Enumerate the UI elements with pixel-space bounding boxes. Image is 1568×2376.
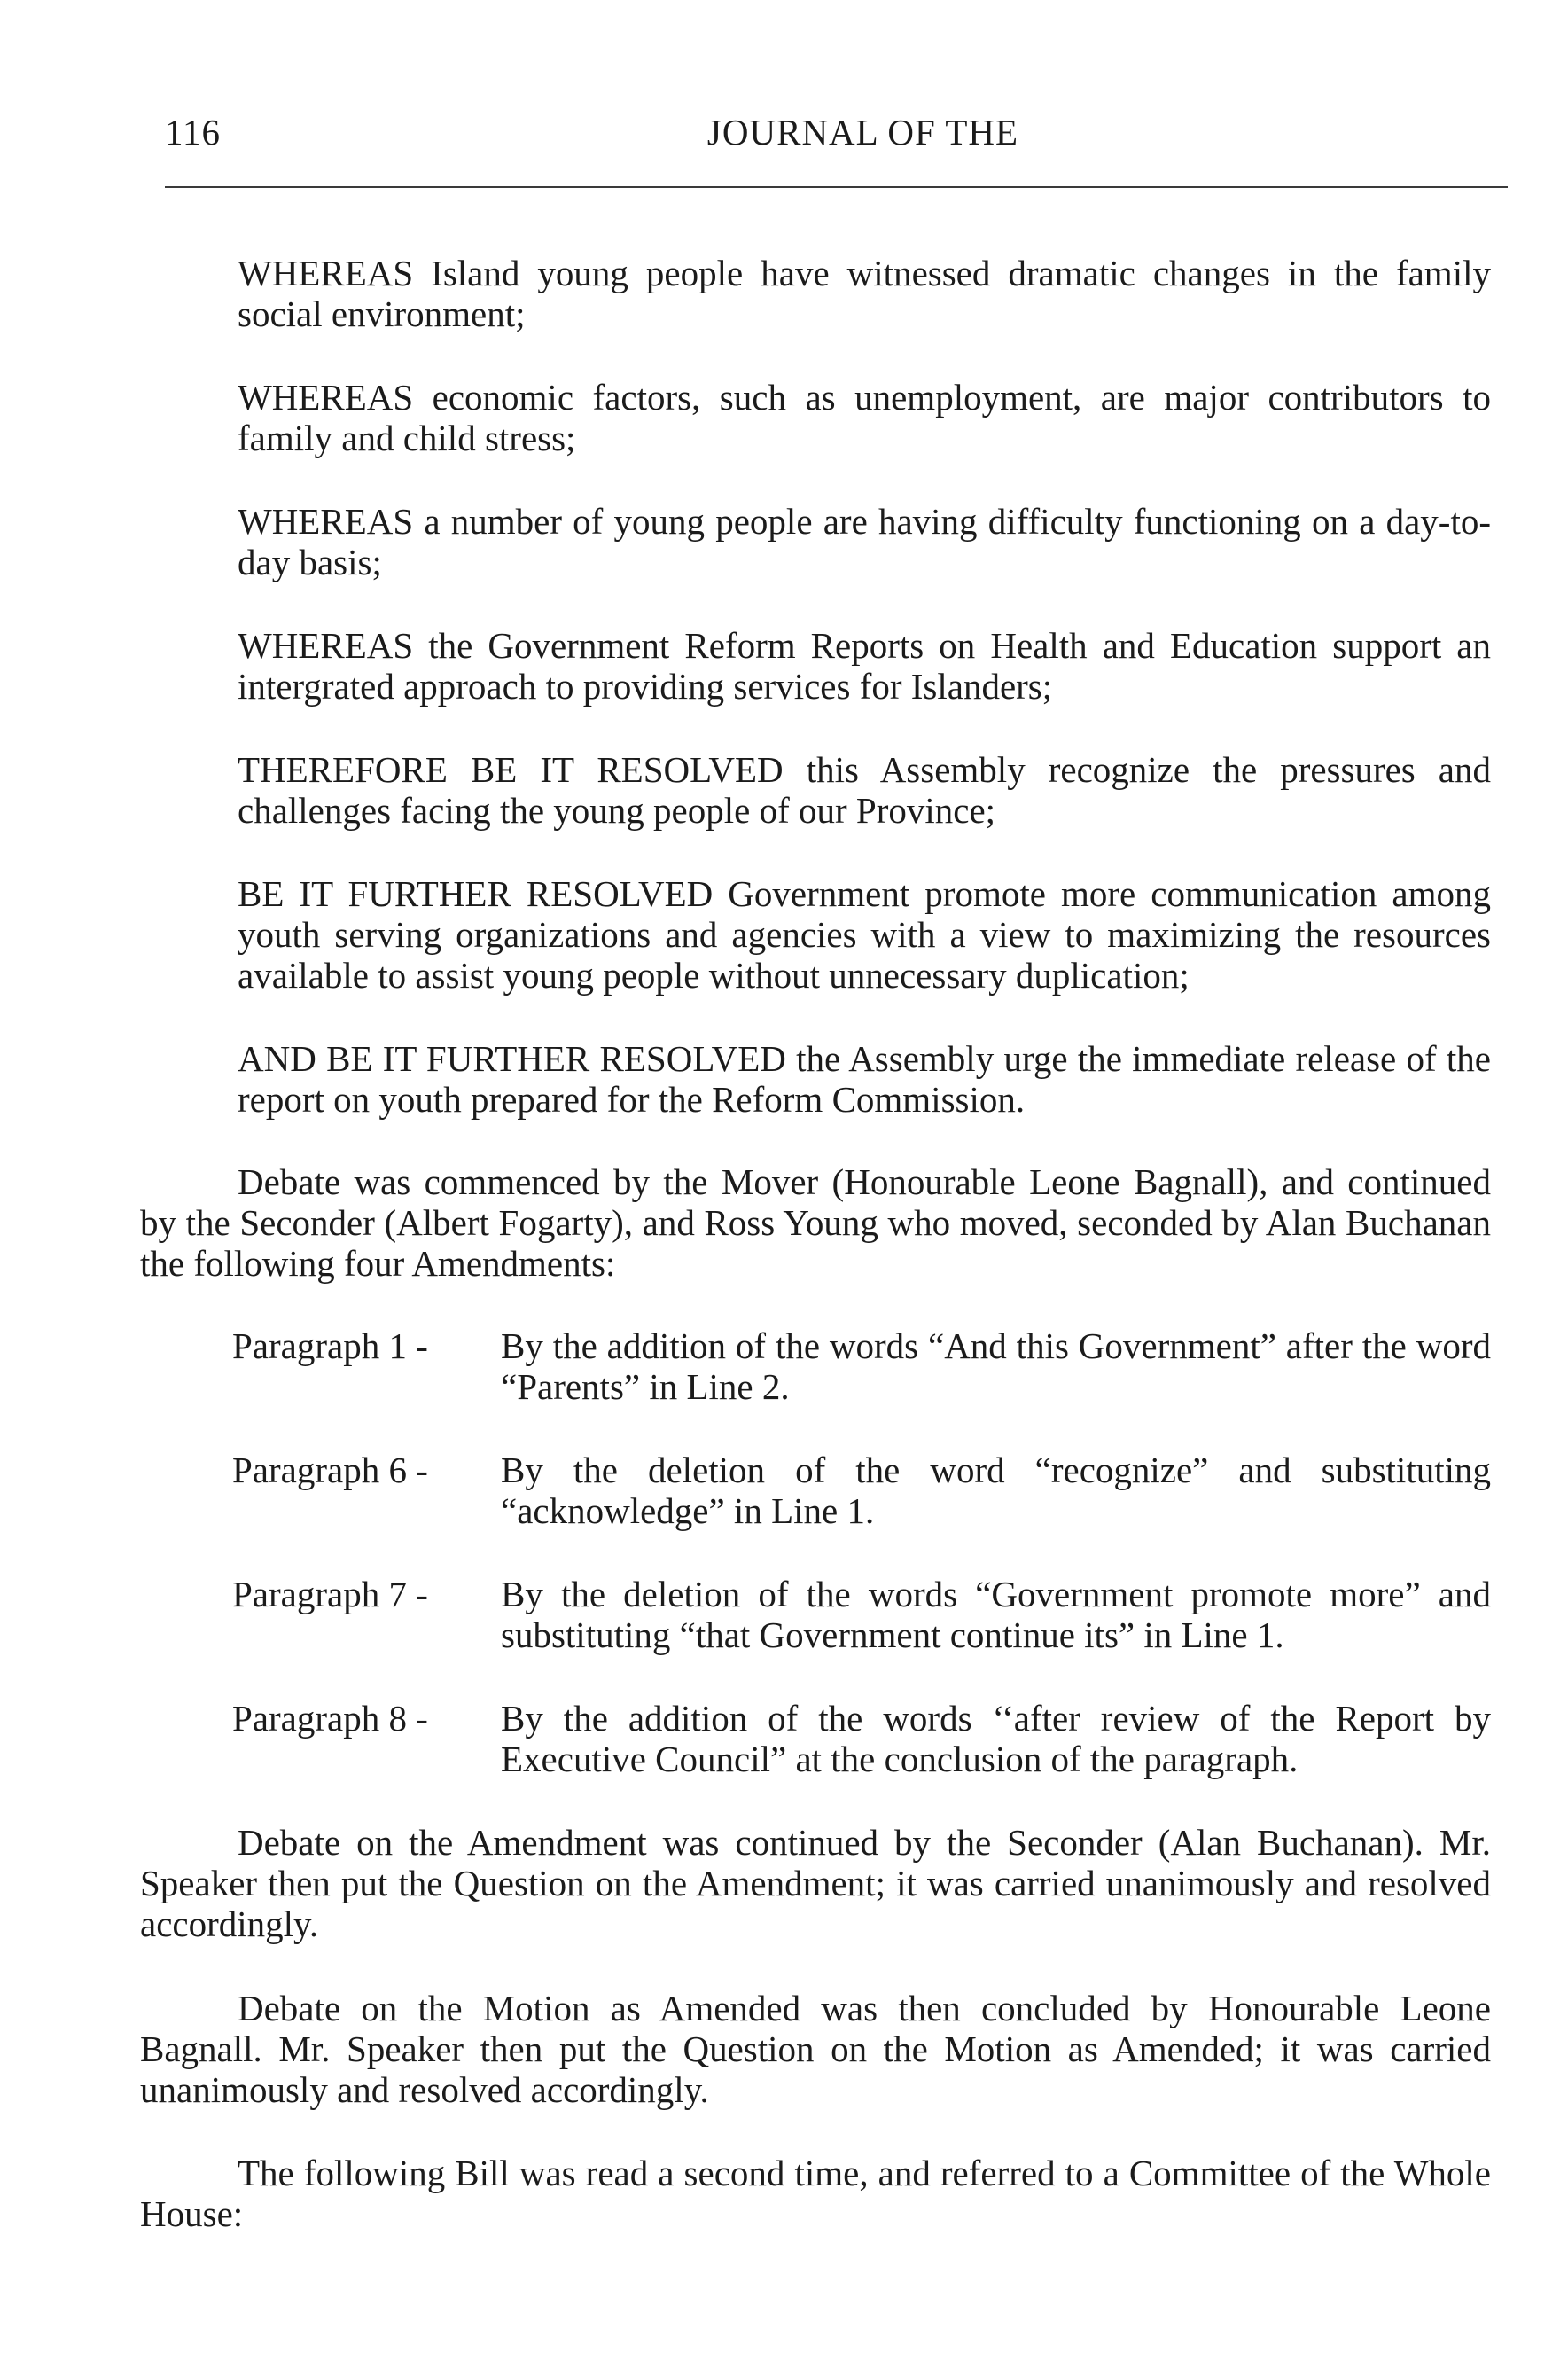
- amendment-text: By the addition of the words ‘‘after review of the Report by Executive Council” at the conclusion of the paragraph.: [501, 1698, 1491, 1779]
- resolved-clause: THEREFORE BE IT RESOLVED this Assembly recognize the pressures and challenges facing the young people of our Province;: [238, 749, 1491, 831]
- header-rule: [165, 186, 1508, 188]
- bill-referral-paragraph: The following Bill was read a second time, and referred to a Committee of the Whole House:: [140, 2153, 1491, 2234]
- amendment-text: By the addition of the words “And this Government” after the word “Parents” in Line 2.: [501, 1325, 1491, 1407]
- debate-intro-paragraph: Debate was commenced by the Mover (Honourable Leone Bagnall), and continued by the Seconder (Albert Fogarty), and Ross Young who moved, seconded by Alan Buchanan the following four Amendments:: [140, 1161, 1491, 1284]
- further-resolved-clause: BE IT FURTHER RESOLVED Government promote more communication among youth serving organizations and agencies with a view to maximizing the resources available to assist young people without unnecessary duplication;: [238, 873, 1491, 996]
- page-number: 116: [165, 112, 221, 152]
- running-title: JOURNAL OF THE: [706, 112, 1019, 152]
- whereas-clause-4: WHEREAS the Government Reform Reports on Health and Education support an intergrated approach to providing services for Islanders;: [238, 625, 1491, 707]
- page-header: [165, 111, 1508, 164]
- amendment-text: By the deletion of the words “Government promote more” and substituting “that Government continue its” in Line 1.: [501, 1574, 1491, 1655]
- motion-debate-paragraph: Debate on the Motion as Amended was then concluded by Honourable Leone Bagnall. Mr. Speaker then put the Question on the Motion as Amended; it was carried unanimously and resolved accordingly.: [140, 1988, 1491, 2110]
- amendment-label: Paragraph 7 -: [232, 1574, 428, 1614]
- amendment-label: Paragraph 6 -: [232, 1450, 428, 1490]
- amendment-text: By the deletion of the word “recognize” and substituting “acknowledge” in Line 1.: [501, 1450, 1491, 1531]
- amendment-debate-paragraph: Debate on the Amendment was continued by the Seconder (Alan Buchanan). Mr. Speaker then put the Question on the Amendment; it was carried unanimously and resolved accordingly.: [140, 1822, 1491, 1944]
- and-further-resolved-clause: AND BE IT FURTHER RESOLVED the Assembly urge the immediate release of the report on youth prepared for the Reform Commission.: [238, 1038, 1491, 1120]
- amendment-label: Paragraph 8 -: [232, 1698, 428, 1739]
- amendment-label: Paragraph 1 -: [232, 1325, 428, 1366]
- whereas-clause-2: WHEREAS economic factors, such as unemployment, are major contributors to family and child stress;: [238, 377, 1491, 458]
- whereas-clause-1: WHEREAS Island young people have witnessed dramatic changes in the family social environment;: [238, 253, 1491, 334]
- whereas-clause-3: WHEREAS a number of young people are having difficulty functioning on a day-to-day basis;: [238, 501, 1491, 582]
